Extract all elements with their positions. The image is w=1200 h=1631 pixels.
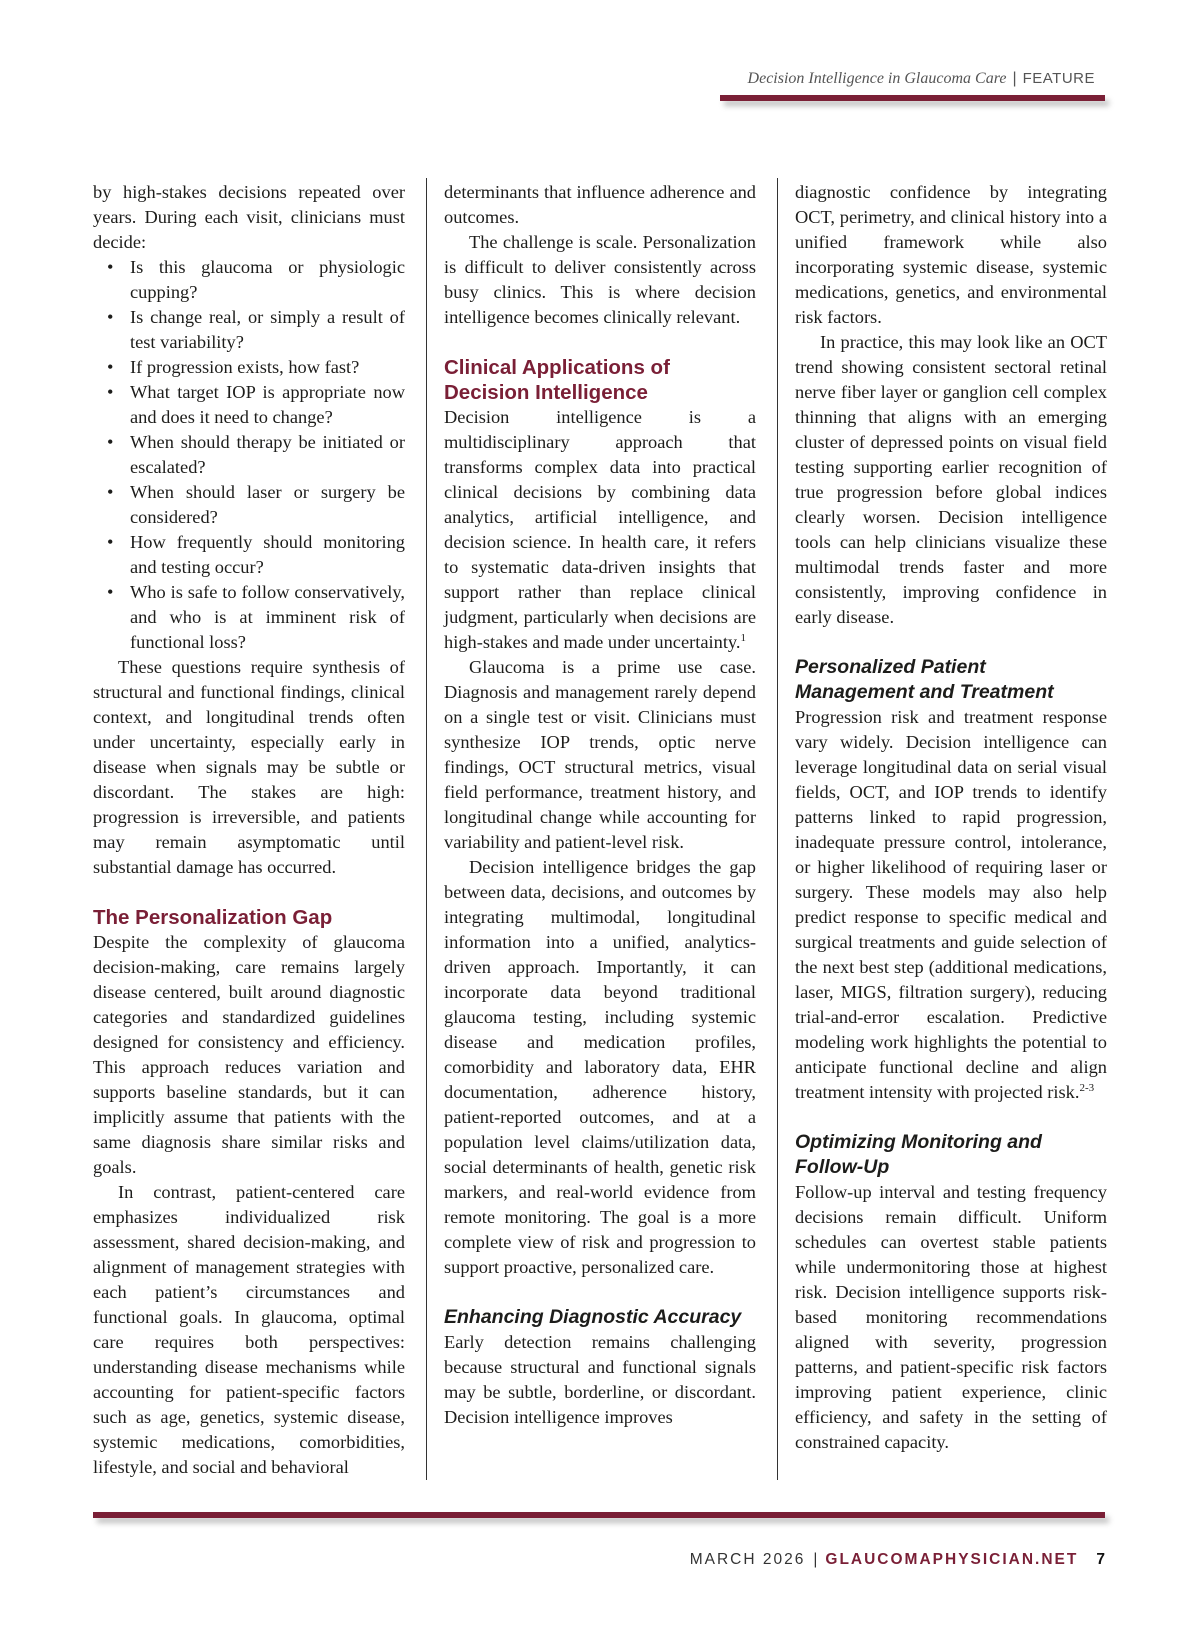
reference-superscript: 1 <box>740 632 747 644</box>
decision-questions-list <box>93 255 405 655</box>
subsection-heading: Optimizing Monitoring and Follow-Up <box>795 1131 1042 1178</box>
folio <box>690 1551 1105 1569</box>
paragraph: Decision intelligence bridges the gap between data, decisions, and outcomes by integrating multimodal, longitudinal information into a unified, analytics-driven approach. Importantly, it can incorporate data beyond traditional glaucoma testing, including systemic disease and medication profiles, comorbidity and laboratory data, EHR documentation, adherence history, patient-reported outcomes, and at a population level claims/utilization data, social determinants of health, genetic risk markers, and real-world evidence from remote monitoring. The goal is a more complete view of risk and progression to support proactive, personalized care. <box>444 857 756 1277</box>
column-divider <box>777 178 778 1480</box>
reference-superscript: 2-3 <box>1079 1082 1095 1094</box>
paragraph: These questions require synthesis of structural and functional findings, clinical context, and longitudinal trends often under uncertainty, especially early in disease when signals may be subtle or discordant. The stakes are high: progression is irreversible, and patients may remain asymptomatic until substantial damage has occurred. <box>93 657 405 877</box>
running-head-separator: | <box>1012 70 1017 87</box>
paragraph: In practice, this may look like an OCT trend showing consistent sectoral retinal nerve fiber layer or ganglion cell complex thinning that aligns with an emerging cluster of depressed points on visual field testing supporting earlier recognition of true progression before global indices clearly worsen. Decision intelligence tools can help clinicians visualize these multimodal trends faster and more consistently, improving confidence in early disease. <box>795 332 1107 627</box>
page-number: 7 <box>1096 1551 1105 1568</box>
issue-date: MARCH 2026 <box>689 1551 806 1568</box>
section-heading: Clinical Applications of Decision Intelligence <box>444 356 670 404</box>
column-2 <box>444 180 756 1430</box>
list-item: • What target IOP is appropriate now and does it need to change? <box>130 380 405 430</box>
column-divider <box>426 178 427 1480</box>
list-item: • If progression exists, how fast? <box>130 355 405 380</box>
paragraph: Follow-up interval and testing frequency decisions remain difficult. Uniform schedules can overtest stable patients while undermonitoring those at highest risk. Decision intelligence supports risk-based monitoring recommendations aligned with severity, progression patterns, and patient-specific risk factors improving patient experience, clinic efficiency, and safety in the setting of constrained capacity. <box>795 1182 1107 1452</box>
paragraph-text: Decision intelligence is a multidisciplinary approach that transforms complex data into practical clinical decisions by combining data analytics, artificial intelligence, and decision science. In health care, it refers to systematic data-driven insights that support rather than replace clinical judgment, particularly when decisions are high-stakes and made under uncertainty. <box>444 407 756 652</box>
section-label: FEATURE <box>1022 70 1095 87</box>
list-item: • Is change real, or simply a result of test variability? <box>130 305 405 355</box>
list-item: • How frequently should monitoring and testing occur? <box>130 530 405 580</box>
subsection-heading: Enhancing Diagnostic Accuracy <box>444 1306 742 1328</box>
paragraph: Despite the complexity of glaucoma decision-making, care remains largely disease centered, built around diagnostic categories and standardized guidelines designed for consistency and efficiency. This approach reduces variation and supports baseline standards, but it can implicitly assume that patients with the same diagnosis share similar risks and goals. <box>93 932 405 1177</box>
column-3 <box>795 180 1107 1455</box>
list-item: • When should therapy be initiated or escalated? <box>130 430 405 480</box>
site-name: GLAUCOMAPHYSICIAN.NET <box>825 1551 1079 1568</box>
list-item: • Is this glaucoma or physiologic cupping? <box>130 255 405 305</box>
folio-separator: | <box>813 1551 818 1568</box>
paragraph: Glaucoma is a prime use case. Diagnosis and management rarely depend on a single test or visit. Clinicians must synthesize IOP trends, optic nerve findings, OCT structural metrics, visual field performance, treatment history, and longitudinal change while accounting for variability and patient-level risk. <box>444 657 756 852</box>
paragraph: determinants that influence adherence and outcomes. <box>444 182 756 227</box>
paragraph: In contrast, patient-centered care emphasizes individualized risk assessment, shared decision-making, and alignment of management strategies with each patient’s circumstances and functional goals. In glaucoma, optimal care requires both perspectives: understanding disease mechanisms while accounting for patient-specific factors such as age, genetics, systemic disease, systemic medications, comorbidities, lifestyle, and social and behavioral <box>93 1182 405 1477</box>
paragraph-text: Progression risk and treatment response vary widely. Decision intelligence can leverage longitudinal data on serial visual fields, OCT, and IOP trends to identify patterns linked to rapid progression, inadequate pressure control, intolerance, or higher likelihood of requiring laser or surgery. These models may also help predict response to specific medical and surgical treatments and guide selection of the next best step (additional medications, laser, MIGS, filtration surgery), reducing trial-and-error escalation. Predictive modeling work highlights the potential to anticipate functional decline and align treatment intensity with projected risk. <box>795 707 1107 1102</box>
running-head <box>748 70 1095 88</box>
paragraph <box>444 405 756 655</box>
column-1 <box>93 180 405 1480</box>
running-title: Decision Intelligence in Glaucoma Care <box>747 70 1007 87</box>
paragraph: by high-stakes decisions repeated over years. During each visit, clinicians must decide: <box>93 182 405 252</box>
header-rule <box>720 95 1105 101</box>
paragraph: diagnostic confidence by integrating OCT, perimetry, and clinical history into a unified framework while also incorporating systemic disease, systemic medications, genetics, and environmental risk factors. <box>795 182 1107 327</box>
paragraph: Early detection remains challenging because structural and functional signals may be subtle, borderline, or discordant. Decision intelligence improves <box>444 1332 756 1427</box>
subsection-heading: Personalized Patient Management and Treatment <box>795 656 1054 703</box>
paragraph <box>795 705 1107 1105</box>
section-heading: The Personalization Gap <box>93 906 333 929</box>
footer-rule <box>93 1512 1105 1518</box>
list-item: • Who is safe to follow conservatively, and who is at imminent risk of functional loss? <box>130 580 405 655</box>
list-item: • When should laser or surgery be considered? <box>130 480 405 530</box>
paragraph: The challenge is scale. Personalization is difficult to deliver consistently across busy clinics. This is where decision intelligence becomes clinically relevant. <box>444 232 756 327</box>
